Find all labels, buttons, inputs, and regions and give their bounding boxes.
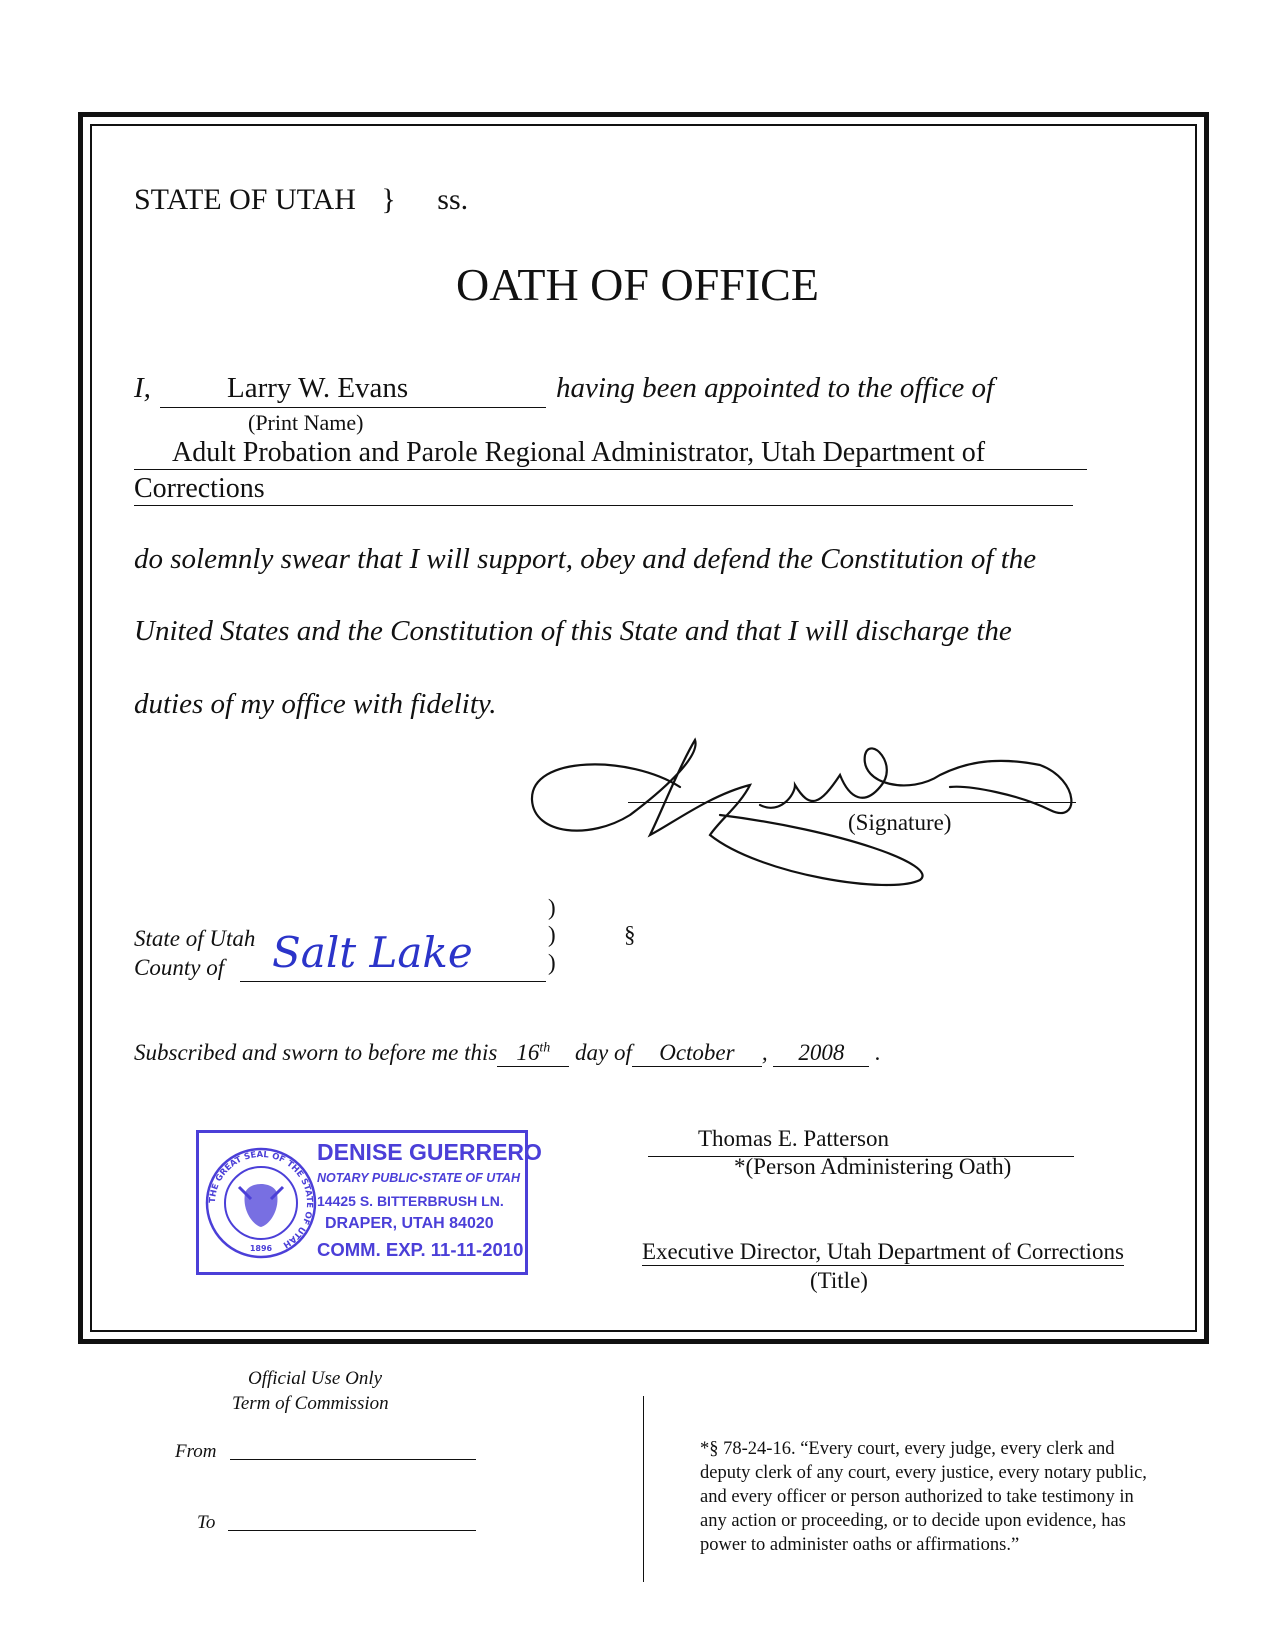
to-field[interactable] xyxy=(228,1530,476,1531)
notary-expiration: COMM. EXP. 11-11-2010 xyxy=(317,1239,524,1260)
day-of-text: day of xyxy=(575,1040,632,1065)
seal-year: 1896 xyxy=(249,1244,273,1253)
subscribed-text: Subscribed and sworn to before me this xyxy=(134,1040,498,1065)
oath-line-2: United States and the Constitution of this State and that I will discharge the xyxy=(134,615,1012,647)
footnote-line-1: *§ 78-24-16. “Every court, every judge, every clerk and xyxy=(700,1439,1115,1459)
name-prefix: I, xyxy=(134,372,151,404)
notary-city: DRAPER, UTAH 84020 xyxy=(325,1215,494,1232)
county-handwritten: Salt Lake xyxy=(272,928,473,977)
appointment-phrase: having been appointed to the office of xyxy=(556,372,995,404)
state-name: STATE OF UTAH xyxy=(134,183,356,216)
from-label: From xyxy=(175,1441,217,1462)
oath-line-3: duties of my office with fidelity. xyxy=(134,688,497,720)
statute-footnote xyxy=(700,1437,1147,1557)
administrator-name: Thomas E. Patterson xyxy=(698,1126,889,1151)
ss-abbrev: ss. xyxy=(437,183,469,216)
month-value: October xyxy=(632,1040,762,1067)
venue-paren-3: ) xyxy=(548,950,556,975)
print-name-label: (Print Name) xyxy=(248,410,364,435)
venue-paren-1: ) xyxy=(548,895,556,920)
footnote-line-5: power to administer oaths or affirmations.” xyxy=(700,1535,1020,1555)
day-value: 16 xyxy=(516,1040,540,1065)
term-heading: Term of Commission xyxy=(232,1393,389,1414)
from-field[interactable] xyxy=(230,1459,476,1460)
signature-label: (Signature) xyxy=(848,810,952,835)
footnote-line-2: deputy clerk of any court, every justice, every notary public, xyxy=(700,1463,1147,1483)
section-symbol: § xyxy=(624,922,636,947)
office-underline-2 xyxy=(134,473,1073,506)
vertical-divider xyxy=(643,1396,644,1582)
seal-ring-text: THE GREAT SEAL OF THE STATE OF UTAH xyxy=(207,1149,315,1250)
appointee-name: Larry W. Evans xyxy=(227,372,409,404)
office-line-1: Adult Probation and Parole Regional Administrator, Utah Department of xyxy=(172,437,986,468)
administrator-label: *(Person Administering Oath) xyxy=(734,1154,1012,1179)
notary-stamp xyxy=(196,1130,542,1275)
state-header xyxy=(134,183,468,217)
venue-state: State of Utah xyxy=(134,926,256,951)
date-comma: , xyxy=(761,1040,768,1065)
to-label: To xyxy=(197,1512,216,1533)
oath-line-1: do solemnly swear that I will support, obey and defend the Constitution of the xyxy=(134,543,1037,575)
administrator-title: Executive Director, Utah Department of Corrections xyxy=(642,1239,1124,1264)
notary-name: DENISE GUERRERO xyxy=(317,1139,542,1165)
subscribed-line xyxy=(134,1040,881,1067)
venue-paren-2: ) xyxy=(548,922,556,947)
day-field xyxy=(497,1040,569,1067)
notary-address: 14425 S. BITTERBRUSH LN. xyxy=(317,1193,504,1209)
brace: } xyxy=(381,183,396,216)
year-value: 2008 xyxy=(773,1040,869,1067)
footnote-line-4: any action or proceeding, or to decide upon evidence, has xyxy=(700,1511,1126,1531)
office-line-2: Corrections xyxy=(134,473,265,504)
date-period: . xyxy=(875,1040,881,1065)
venue-county-label: County of xyxy=(134,955,225,980)
state-seal-icon xyxy=(205,1141,317,1265)
footnote-line-3: and every officer or person authorized to take testimony in xyxy=(700,1487,1134,1507)
day-suffix: th xyxy=(539,1040,551,1056)
page-title: OATH OF OFFICE xyxy=(456,259,819,310)
signature-scribble xyxy=(520,725,1100,915)
notary-commission: NOTARY PUBLIC•STATE OF UTAH xyxy=(317,1171,520,1185)
title-label: (Title) xyxy=(810,1268,868,1293)
official-use-heading: Official Use Only xyxy=(248,1368,383,1389)
